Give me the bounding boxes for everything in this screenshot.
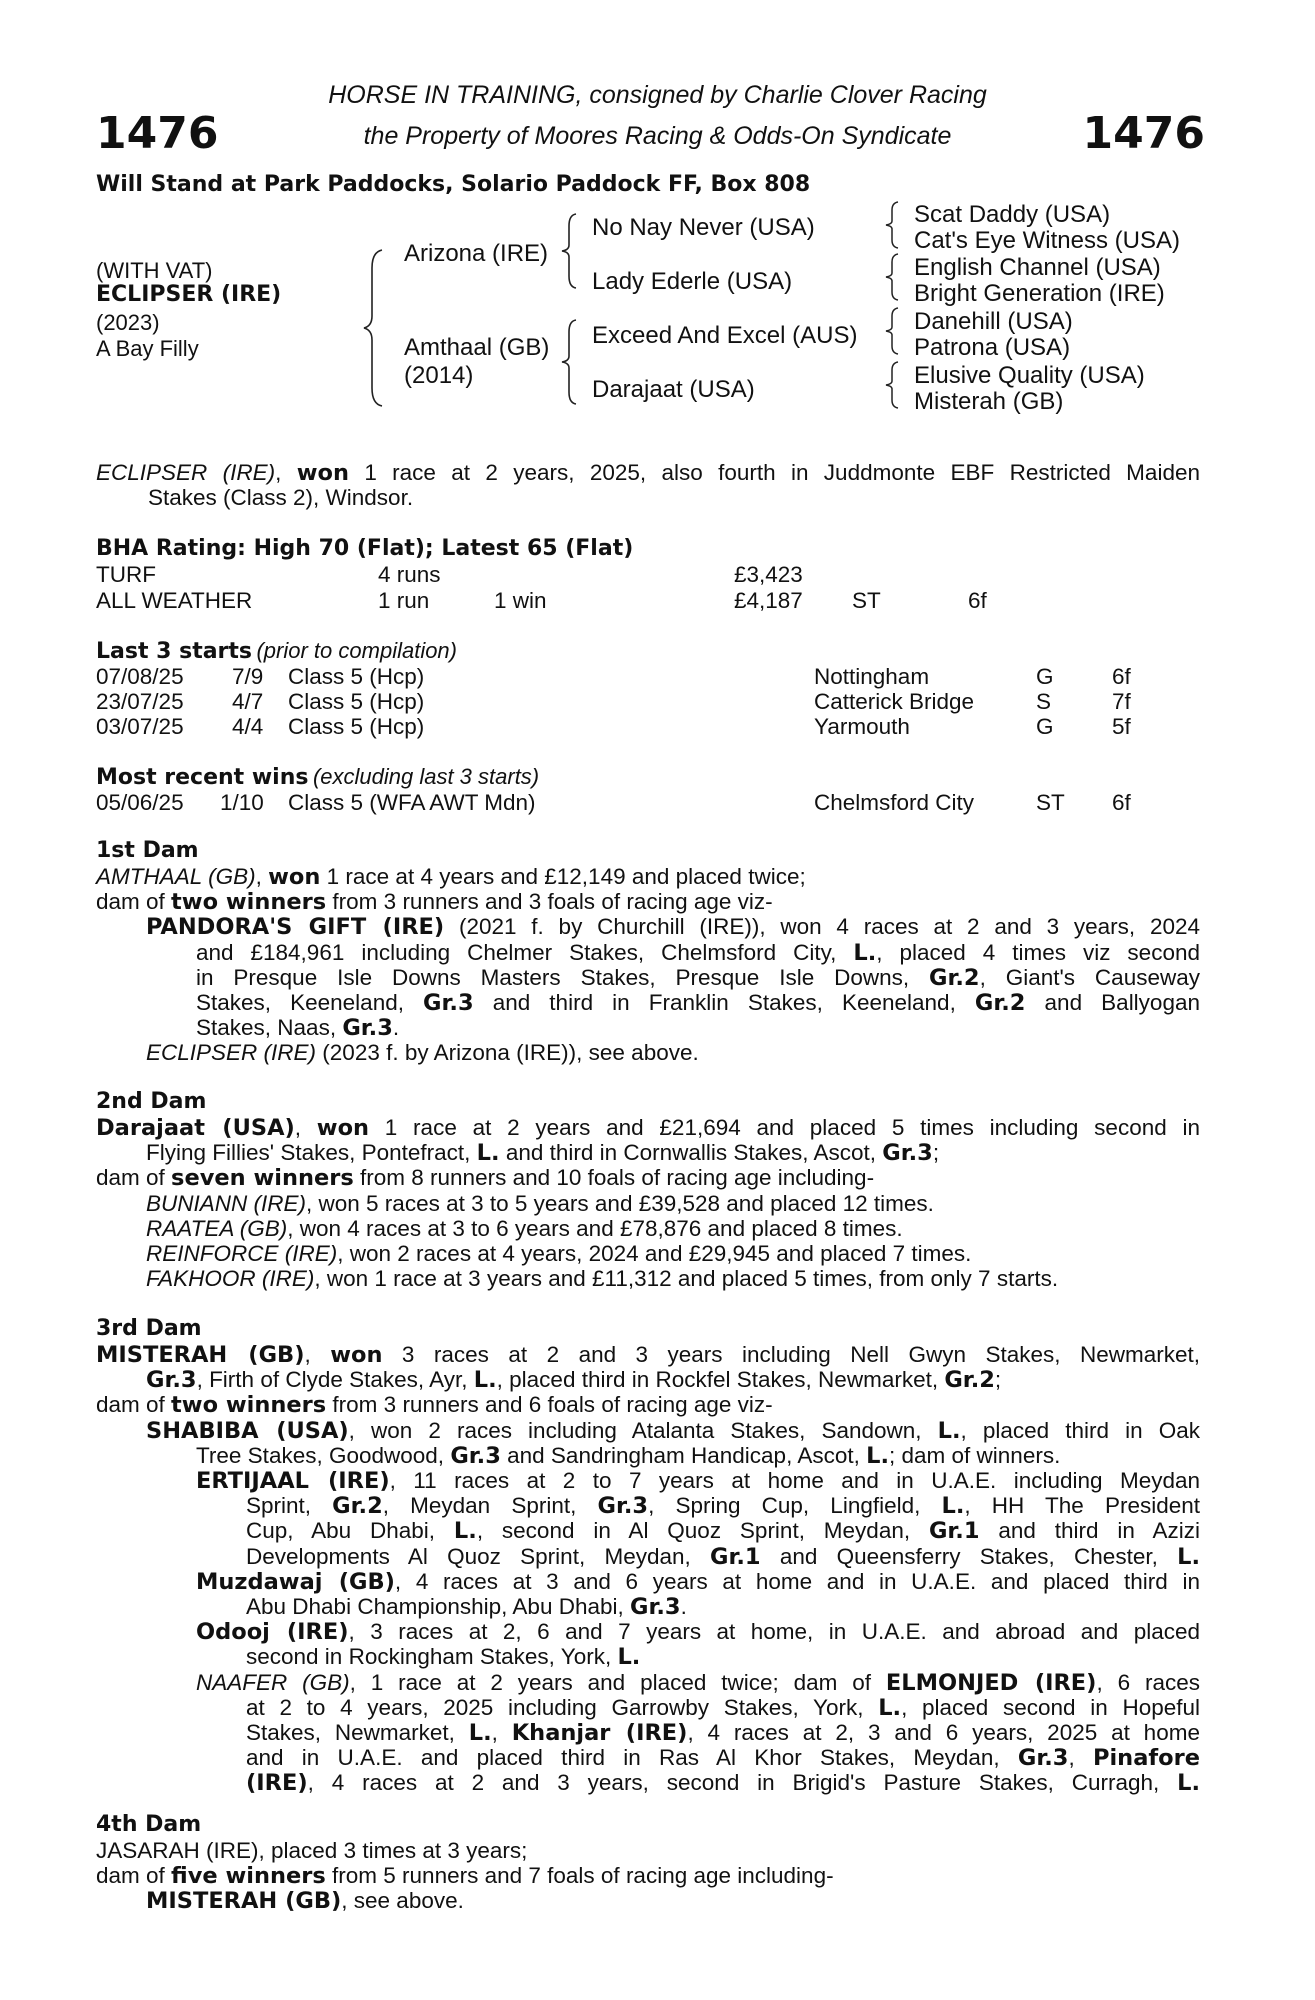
text: ; dam of winners. bbox=[889, 1442, 1061, 1468]
text: at 2 to 4 years, 2025 including Garrowby Stakes, York, bbox=[246, 1694, 879, 1720]
lot-number-left: 1476 bbox=[96, 108, 219, 159]
bold-text: won bbox=[268, 864, 321, 890]
gen3-brace-3 bbox=[884, 306, 902, 356]
bold-text: Gr.2 bbox=[944, 1367, 995, 1394]
pedigree-text-line bbox=[246, 1770, 1200, 1796]
bold-text: two winners bbox=[171, 889, 327, 916]
start-date: 03/07/25 bbox=[96, 714, 184, 739]
summary-line: ECLIPSER (IRE), won 1 race at 2 years, 2025, also fourth in Juddmonte EBF Restricted Maiden bbox=[96, 460, 1200, 486]
text: 1 race at 4 years and £12,149 and placed twice; bbox=[320, 864, 806, 889]
text: , 4 races at 3 and 6 years at home and in U.A.E. and placed third in bbox=[394, 1568, 1200, 1594]
text: . bbox=[392, 1015, 400, 1041]
text: and third in Franklin Stakes, Keeneland, bbox=[473, 990, 975, 1015]
text: from 5 runners and 7 foals of racing age including- bbox=[325, 1863, 834, 1889]
rating-prize: £4,187 bbox=[734, 588, 803, 613]
bold-text: Gr.3 bbox=[630, 1594, 681, 1620]
pedigree-text-line bbox=[96, 1863, 834, 1889]
bold-text: Gr.3 bbox=[146, 1367, 197, 1394]
text: , won 4 races at 3 to 6 years and £78,876 and placed 8 times. bbox=[287, 1215, 903, 1241]
bold-text: L. bbox=[476, 1140, 500, 1167]
last-starts-heading: Last 3 starts bbox=[96, 639, 253, 664]
text: and Sandringham Handicap, Ascot, bbox=[500, 1442, 867, 1468]
text: 1 race at 2 years and £21,694 and placed 5 times including second in bbox=[369, 1115, 1200, 1140]
pedigree-text-line bbox=[246, 1745, 1200, 1771]
pedigree-text-line bbox=[196, 965, 1200, 991]
text: dam of bbox=[96, 889, 172, 915]
fourth-dam-heading: 4th Dam bbox=[96, 1812, 202, 1837]
bold-text: L. bbox=[1177, 1770, 1200, 1797]
start-position: 7/9 bbox=[232, 664, 264, 689]
text: from 3 runners and 3 foals of racing age viz- bbox=[326, 889, 773, 915]
win-race: Class 5 (WFA AWT Mdn) bbox=[288, 790, 536, 815]
gen3-name: English Channel (USA) bbox=[914, 254, 1161, 281]
start-going: G bbox=[1036, 664, 1054, 689]
italic-text: ECLIPSER (IRE) bbox=[146, 1040, 317, 1066]
pedigree-text-line bbox=[196, 1443, 1060, 1469]
pedigree-text-line bbox=[246, 1644, 640, 1670]
summary-horse-name: ECLIPSER (IRE) bbox=[96, 460, 276, 485]
start-course: Yarmouth bbox=[814, 714, 910, 739]
start-going: S bbox=[1036, 689, 1052, 714]
lot-number-right: 1476 bbox=[1082, 108, 1205, 159]
bold-text: Gr.2 bbox=[974, 990, 1026, 1016]
last-starts-note: (prior to compilation) bbox=[256, 638, 457, 663]
text: , won 2 races at 4 years, 2024 and £29,945 and placed 7 times. bbox=[337, 1241, 972, 1266]
italic-text: REINFORCE (IRE) bbox=[146, 1241, 338, 1266]
bold-text: Khanjar (IRE) bbox=[511, 1720, 688, 1746]
text: , Meydan Sprint, bbox=[382, 1493, 598, 1519]
text: from 8 runners and 10 foals of racing age including- bbox=[353, 1165, 875, 1191]
bold-text: seven winners bbox=[171, 1165, 354, 1192]
bold-text: Gr.3 bbox=[1017, 1745, 1069, 1772]
text: and Queensferry Stakes, Chester, bbox=[760, 1543, 1178, 1569]
text: , Giant's Causeway bbox=[979, 964, 1200, 990]
gen3-brace-2 bbox=[884, 252, 902, 302]
pedigree-text-line bbox=[96, 1838, 527, 1863]
text: . bbox=[680, 1594, 687, 1619]
dam-sire-name: Exceed And Excel (AUS) bbox=[592, 322, 858, 349]
bold-text: ERTIJAAL (IRE) bbox=[196, 1468, 390, 1494]
text: 3 races at 2 and 3 years including Nell Gwyn Stakes, Newmarket, bbox=[382, 1342, 1200, 1367]
bold-text: Muzdawaj (GB) bbox=[196, 1568, 395, 1595]
pedigree-text-line bbox=[196, 1670, 1200, 1696]
second-dam-heading: 2nd Dam bbox=[96, 1089, 207, 1114]
text: dam of bbox=[96, 1863, 172, 1889]
pedigree-text-line bbox=[246, 1493, 1200, 1519]
win-going: ST bbox=[1036, 790, 1065, 815]
text: Stakes, Keeneland, bbox=[196, 990, 424, 1015]
text: (2021 f. by Churchill (IRE)), won 4 races at 2 and 3 years, 2024 bbox=[444, 914, 1200, 940]
pedigree-text-line bbox=[246, 1695, 1200, 1721]
bold-text: Gr.1 bbox=[710, 1543, 761, 1570]
bold-text: won bbox=[316, 1115, 370, 1141]
text: , see above. bbox=[341, 1888, 464, 1914]
pedigree-text-line bbox=[96, 1392, 773, 1418]
text: , placed 4 times viz second bbox=[876, 939, 1200, 965]
bold-text: won bbox=[330, 1342, 383, 1368]
bold-text: two winners bbox=[171, 1392, 327, 1419]
italic-text: NAAFER (GB) bbox=[196, 1669, 350, 1695]
text: ; bbox=[994, 1367, 1002, 1393]
text: and in U.A.E. and placed third in Ras Al Khor Stakes, Meydan, bbox=[246, 1745, 1018, 1771]
win-date: 05/06/25 bbox=[96, 790, 184, 815]
sire-name: Arizona (IRE) bbox=[404, 240, 549, 267]
text: and third in Azizi bbox=[979, 1518, 1200, 1544]
start-course: Nottingham bbox=[814, 664, 930, 689]
property-title: the Property of Moores Racing & Odds-On Syndicate bbox=[363, 122, 952, 150]
bold-text: Gr.3 bbox=[450, 1442, 501, 1469]
pedigree-text-line bbox=[146, 1418, 1200, 1444]
summary-line-2: Stakes (Class 2), Windsor. bbox=[148, 485, 414, 510]
rating-surface: TURF bbox=[96, 562, 156, 587]
bold-text: Odooj (IRE) bbox=[196, 1619, 349, 1646]
rating-runs: 4 runs bbox=[378, 562, 441, 587]
win-distance: 6f bbox=[1112, 790, 1131, 815]
gen3-brace-1 bbox=[884, 200, 902, 250]
gen3-name: Cat's Eye Witness (USA) bbox=[914, 227, 1180, 254]
bold-text: MISTERAH (GB) bbox=[146, 1888, 342, 1915]
pedigree-text-line bbox=[146, 1191, 934, 1216]
pedigree-text-line bbox=[146, 1140, 939, 1166]
summary-won: won bbox=[296, 460, 349, 486]
text: , 4 races at 2, 3 and 6 years, 2025 at home bbox=[687, 1720, 1200, 1745]
sire-dam-name: Lady Ederle (USA) bbox=[592, 268, 793, 295]
start-race: Class 5 (Hcp) bbox=[288, 689, 425, 714]
text: second in Rockingham Stakes, York, bbox=[246, 1644, 618, 1670]
pedigree-text-line bbox=[246, 1594, 687, 1620]
text: , bbox=[1068, 1745, 1093, 1771]
rating-surface: ALL WEATHER bbox=[96, 588, 253, 613]
win-course: Chelmsford City bbox=[814, 790, 975, 815]
pedigree-text-line bbox=[146, 1266, 1058, 1291]
text: dam of bbox=[96, 1165, 172, 1191]
pedigree-text-line bbox=[96, 1342, 1200, 1368]
bold-text: five winners bbox=[171, 1863, 326, 1890]
third-dam-heading: 3rd Dam bbox=[96, 1316, 202, 1341]
text: Flying Fillies' Stakes, Pontefract, bbox=[146, 1140, 477, 1166]
win-position: 1/10 bbox=[220, 790, 264, 815]
bold-text: Pinafore bbox=[1092, 1745, 1200, 1772]
pedigree-text-line bbox=[96, 1165, 874, 1191]
bold-text: Gr.2 bbox=[332, 1493, 383, 1520]
pedigree-text-line bbox=[146, 1040, 699, 1065]
recent-wins-heading: Most recent wins bbox=[96, 765, 309, 790]
bold-text: Gr.3 bbox=[597, 1493, 649, 1520]
bold-text: L. bbox=[878, 1694, 902, 1721]
text: , bbox=[255, 864, 269, 889]
sire-brace bbox=[560, 212, 580, 290]
text: , placed third in Oak bbox=[960, 1417, 1200, 1443]
start-position: 4/7 bbox=[232, 689, 264, 714]
start-race: Class 5 (Hcp) bbox=[288, 714, 425, 739]
start-position: 4/4 bbox=[232, 714, 264, 739]
bold-text: SHABIBA (USA) bbox=[146, 1417, 349, 1444]
text: JASARAH (IRE), placed 3 times at 3 years; bbox=[96, 1838, 528, 1863]
horse-year: (2023) bbox=[96, 310, 160, 335]
horse-description: A Bay Filly bbox=[96, 336, 199, 361]
text: , won 1 race at 3 years and £11,312 and placed 5 times, from only 7 starts. bbox=[314, 1266, 1059, 1292]
start-date: 07/08/25 bbox=[96, 664, 184, 689]
italic-text: AMTHAAL (GB) bbox=[96, 864, 256, 889]
gen3-name: Scat Daddy (USA) bbox=[914, 201, 1111, 228]
start-date: 23/07/25 bbox=[96, 689, 184, 714]
gen3-name: Misterah (GB) bbox=[914, 388, 1064, 415]
text: , bbox=[491, 1720, 512, 1745]
bold-text: (IRE) bbox=[246, 1770, 308, 1797]
sire-sire-name: No Nay Never (USA) bbox=[592, 214, 815, 241]
gen3-name: Danehill (USA) bbox=[914, 308, 1073, 335]
pedigree-text-line bbox=[246, 1720, 1200, 1746]
text: Sprint, bbox=[246, 1493, 333, 1519]
bold-text: L. bbox=[468, 1720, 492, 1746]
bold-text: MISTERAH (GB) bbox=[96, 1342, 305, 1368]
bold-text: Gr.3 bbox=[423, 990, 474, 1016]
last-starts-heading-row bbox=[96, 638, 457, 664]
dam-name: Amthaal (GB) bbox=[404, 334, 550, 361]
start-distance: 5f bbox=[1112, 714, 1131, 739]
start-going: G bbox=[1036, 714, 1054, 739]
pedigree-text-line bbox=[246, 1518, 1200, 1544]
bold-text: L. bbox=[866, 1442, 889, 1469]
gen3-brace-4 bbox=[884, 360, 902, 410]
start-race: Class 5 (Hcp) bbox=[288, 664, 425, 689]
text: in Presque Isle Downs Masters Stakes, Presque Isle Downs, bbox=[196, 964, 930, 990]
bold-text: L. bbox=[1177, 1543, 1200, 1570]
bold-text: L. bbox=[473, 1367, 497, 1394]
text: and £184,961 including Chelmer Stakes, Chelmsford City, bbox=[196, 939, 854, 965]
bold-text: L. bbox=[941, 1493, 965, 1520]
italic-text: FAKHOOR (IRE) bbox=[146, 1266, 315, 1292]
pedigree-text-line bbox=[96, 1115, 1200, 1141]
text: , HH The President bbox=[964, 1493, 1200, 1519]
bold-text: Gr.1 bbox=[928, 1518, 980, 1545]
rating-wins: 1 win bbox=[494, 588, 547, 613]
text: from 3 runners and 6 foals of racing age viz- bbox=[326, 1392, 773, 1418]
first-dam-heading: 1st Dam bbox=[96, 838, 199, 863]
pedigree-main-brace bbox=[362, 248, 386, 408]
start-course: Catterick Bridge bbox=[814, 689, 975, 714]
pedigree-text-line bbox=[146, 1367, 1001, 1393]
bold-text: L. bbox=[937, 1417, 961, 1444]
text: and third in Cornwallis Stakes, Ascot, bbox=[499, 1140, 883, 1166]
text: (2023 f. by Arizona (IRE)), see above. bbox=[316, 1040, 699, 1066]
rating-going: ST bbox=[852, 588, 881, 613]
recent-wins-note: (excluding last 3 starts) bbox=[312, 764, 540, 789]
gen3-name: Bright Generation (IRE) bbox=[914, 280, 1165, 307]
pedigree-text-line bbox=[196, 940, 1200, 966]
text: , 1 race at 2 years and placed twice; dam of bbox=[349, 1669, 886, 1695]
rating-distance: 6f bbox=[968, 588, 987, 613]
bold-text: Gr.3 bbox=[882, 1140, 933, 1167]
recent-wins-heading-row bbox=[96, 764, 539, 790]
text: , placed third in Rockfel Stakes, Newmarket, bbox=[496, 1367, 945, 1393]
bold-text: ELMONJED (IRE) bbox=[885, 1669, 1097, 1696]
pedigree-text-line bbox=[196, 1569, 1200, 1595]
text: , Spring Cup, Lingfield, bbox=[648, 1493, 942, 1519]
italic-text: RAATEA (GB) bbox=[146, 1215, 288, 1241]
pedigree-text-line bbox=[146, 1216, 903, 1241]
pedigree-text-line bbox=[196, 1468, 1200, 1494]
text: , 4 races at 2 and 3 years, second in Brigid's Pasture Stakes, Curragh, bbox=[307, 1770, 1178, 1796]
text: , bbox=[294, 1115, 317, 1140]
text: Developments Al Quoz Sprint, Meydan, bbox=[246, 1543, 711, 1569]
text: , 3 races at 2, 6 and 7 years at home, in U.A.E. and abroad and placed bbox=[348, 1619, 1201, 1645]
pedigree-text-line bbox=[146, 1241, 971, 1266]
text: Tree Stakes, Goodwood, bbox=[196, 1442, 451, 1468]
dam-dam-name: Darajaat (USA) bbox=[592, 376, 755, 403]
text: Stakes, Newmarket, bbox=[246, 1720, 469, 1745]
italic-text: BUNIANN (IRE) bbox=[146, 1190, 307, 1216]
bold-text: L. bbox=[617, 1644, 641, 1671]
bold-text: PANDORA'S GIFT (IRE) bbox=[146, 914, 445, 941]
bold-text: Gr.3 bbox=[342, 1015, 393, 1042]
vat-label: (WITH VAT) bbox=[96, 258, 213, 283]
text: , second in Al Quoz Sprint, Meydan, bbox=[476, 1518, 929, 1544]
bold-text: Gr.2 bbox=[929, 964, 980, 991]
text: , 11 races at 2 to 7 years at home and in U.A.E. including Meydan bbox=[389, 1468, 1201, 1493]
text: ; bbox=[932, 1140, 940, 1166]
gen3-name: Elusive Quality (USA) bbox=[914, 362, 1145, 389]
pedigree-text-line bbox=[146, 914, 1200, 940]
text: , 6 races bbox=[1096, 1669, 1200, 1695]
horse-name: ECLIPSER (IRE) bbox=[96, 282, 282, 307]
pedigree-text-line bbox=[96, 889, 773, 915]
pedigree-text-line bbox=[96, 864, 806, 890]
text: Stakes, Naas, bbox=[196, 1015, 343, 1041]
text: , Firth of Clyde Stakes, Ayr, bbox=[196, 1367, 474, 1393]
pedigree-text-line bbox=[196, 990, 1200, 1016]
start-distance: 7f bbox=[1112, 689, 1131, 714]
gen3-name: Patrona (USA) bbox=[914, 334, 1071, 361]
pedigree-text-line bbox=[246, 1544, 1200, 1570]
start-distance: 6f bbox=[1112, 664, 1131, 689]
rating-runs: 1 run bbox=[378, 588, 430, 613]
text: , placed second in Hopeful bbox=[901, 1694, 1201, 1720]
summary-text: 1 race at 2 years, 2025, also fourth in Juddmonte EBF Restricted Maiden bbox=[348, 460, 1200, 485]
text: dam of bbox=[96, 1392, 172, 1418]
text: Cup, Abu Dhabi, bbox=[246, 1518, 454, 1544]
rating-prize: £3,423 bbox=[734, 562, 803, 587]
pedigree-text-line bbox=[146, 1888, 464, 1914]
text: , bbox=[304, 1342, 331, 1367]
bold-text: L. bbox=[453, 1518, 477, 1545]
pedigree-text-line bbox=[196, 1619, 1200, 1645]
bold-text: Darajaat (USA) bbox=[96, 1115, 295, 1141]
bha-rating-heading: BHA Rating: High 70 (Flat); Latest 65 (Flat) bbox=[96, 536, 634, 561]
dam-year: (2014) bbox=[404, 362, 474, 389]
stand-location: Will Stand at Park Paddocks, Solario Paddock FF, Box 808 bbox=[96, 172, 811, 197]
text: and Ballyogan bbox=[1025, 990, 1200, 1015]
text: Abu Dhabi Championship, Abu Dhabi, bbox=[246, 1594, 630, 1619]
dam-brace bbox=[560, 318, 580, 406]
pedigree-text-line bbox=[196, 1015, 399, 1041]
consignment-title: HORSE IN TRAINING, consigned by Charlie Clover Racing bbox=[328, 81, 987, 109]
bold-text: L. bbox=[853, 939, 877, 966]
text: , won 5 races at 3 to 5 years and £39,528 and placed 12 times. bbox=[306, 1190, 934, 1216]
text: , won 2 races including Atalanta Stakes, Sandown, bbox=[348, 1417, 938, 1443]
